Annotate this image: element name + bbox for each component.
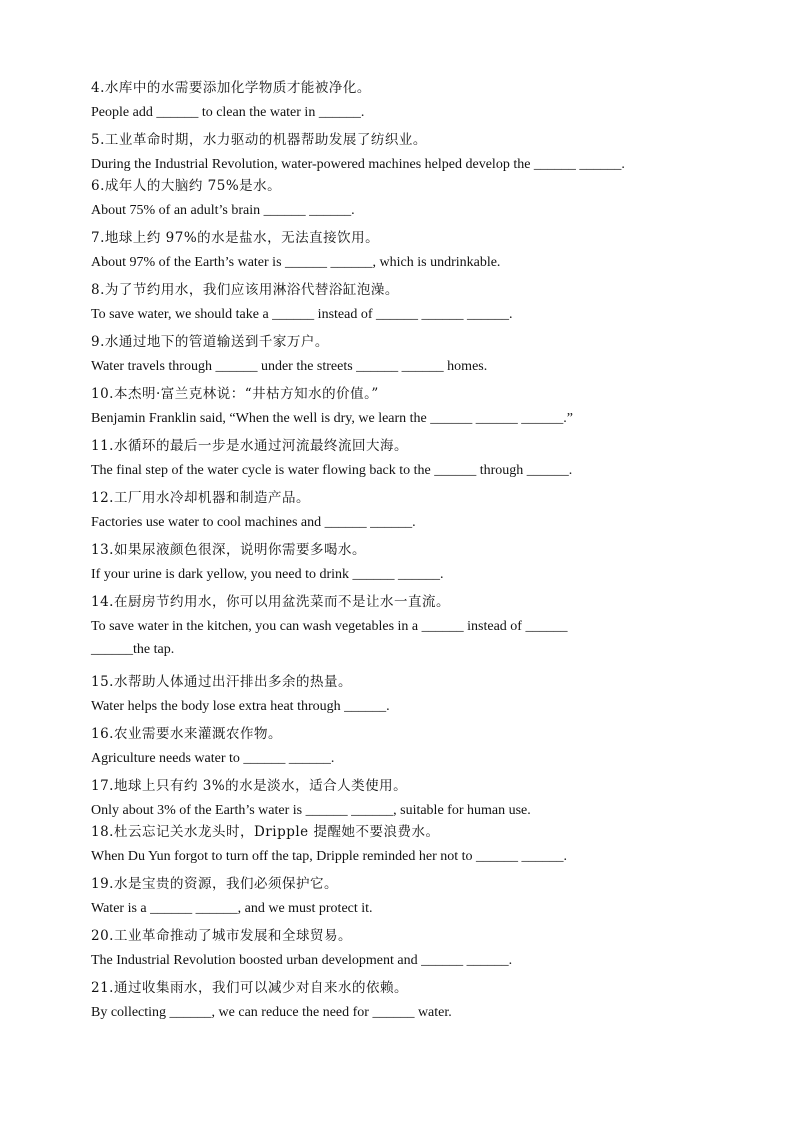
question-english: People add ______ to clean the water in ______. [91, 105, 365, 120]
question-english: By collecting ______, we can reduce the need for ______ water. [91, 1005, 452, 1020]
question-english: To save water, we should take a ______ instead of ______ ______ ______. [91, 307, 513, 322]
question-chinese: 15.水帮助人体通过出汗排出多余的热量。 [91, 674, 352, 690]
question-chinese: 14.在厨房节约用水，你可以用盆洗菜而不是让水一直流。 [91, 594, 450, 610]
question-chinese: 20.工业革命推动了城市发展和全球贸易。 [91, 928, 352, 944]
question-17 [91, 776, 731, 821]
question-4 [91, 78, 731, 123]
question-10 [91, 384, 731, 429]
question-chinese: 16.农业需要水来灌溉农作物。 [91, 726, 282, 742]
question-chinese: 10.本杰明·富兰克林说：“井枯方知水的价值。” [91, 386, 379, 402]
question-english: When Du Yun forgot to turn off the tap, Dripple reminded her not to ______ ______. [91, 849, 568, 864]
question-9 [91, 332, 731, 377]
question-chinese: 8.为了节约用水，我们应该用淋浴代替浴缸泡澡。 [91, 282, 399, 298]
question-16 [91, 724, 731, 769]
question-english: Water helps the body lose extra heat through ______. [91, 699, 390, 714]
question-21 [91, 978, 731, 1023]
question-chinese: 19.水是宝贵的资源，我们必须保护它。 [91, 876, 338, 892]
question-english: Water is a ______ ______, and we must protect it. [91, 901, 373, 916]
question-chinese: 9.水通过地下的管道输送到千家万户。 [91, 334, 329, 350]
question-13 [91, 540, 731, 585]
question-18 [91, 822, 731, 867]
worksheet [91, 78, 731, 1023]
question-19 [91, 874, 731, 919]
question-english: Agriculture needs water to ______ ______. [91, 751, 335, 766]
question-chinese: 7.地球上约 97%的水是盐水，无法直接饮用。 [91, 230, 380, 246]
question-5 [91, 130, 731, 175]
question-11 [91, 436, 731, 481]
question-chinese: 4.水库中的水需要添加化学物质才能被净化。 [91, 80, 371, 96]
question-chinese: 18.杜云忘记关水龙头时，Dripple 提醒她不要浪费水。 [91, 824, 440, 840]
question-chinese: 5.工业革命时期，水力驱动的机器帮助发展了纺织业。 [91, 132, 427, 148]
question-chinese: 17.地球上只有约 3%的水是淡水，适合人类使用。 [91, 778, 408, 794]
question-20 [91, 926, 731, 971]
question-english: About 97% of the Earth’s water is ______ ______, which is undrinkable. [91, 255, 501, 270]
question-english: Water travels through ______ under the streets ______ ______ homes. [91, 359, 488, 374]
question-chinese: 11.水循环的最后一步是水通过河流最终流回大海。 [91, 438, 408, 454]
question-14 [91, 592, 731, 660]
question-english: Only about 3% of the Earth’s water is ______ ______, suitable for human use. [91, 803, 531, 818]
question-7 [91, 228, 731, 273]
question-english: To save water in the kitchen, you can wash vegetables in a ______ instead of ______ [91, 619, 568, 634]
question-6 [91, 176, 731, 221]
question-english: About 75% of an adult’s brain ______ ______. [91, 203, 355, 218]
question-english-continued: ______the tap. [91, 642, 175, 657]
question-chinese: 6.成年人的大脑约 75%是水。 [91, 178, 282, 194]
question-15 [91, 672, 731, 717]
question-english: Factories use water to cool machines and ______ ______. [91, 515, 416, 530]
question-english: If your urine is dark yellow, you need to drink ______ ______. [91, 567, 444, 582]
question-english: The Industrial Revolution boosted urban development and ______ ______. [91, 953, 513, 968]
question-english: Benjamin Franklin said, “When the well is dry, we learn the ______ ______ ______.” [91, 411, 573, 426]
question-chinese: 21.通过收集雨水，我们可以减少对自来水的依赖。 [91, 980, 408, 996]
question-english: During the Industrial Revolution, water-powered machines helped develop the ______ ______. [91, 157, 625, 172]
question-8 [91, 280, 731, 325]
question-chinese: 13.如果尿液颜色很深，说明你需要多喝水。 [91, 542, 366, 558]
question-english: The final step of the water cycle is water flowing back to the ______ through ______. [91, 463, 573, 478]
question-12 [91, 488, 731, 533]
question-chinese: 12.工厂用水冷却机器和制造产品。 [91, 490, 310, 506]
